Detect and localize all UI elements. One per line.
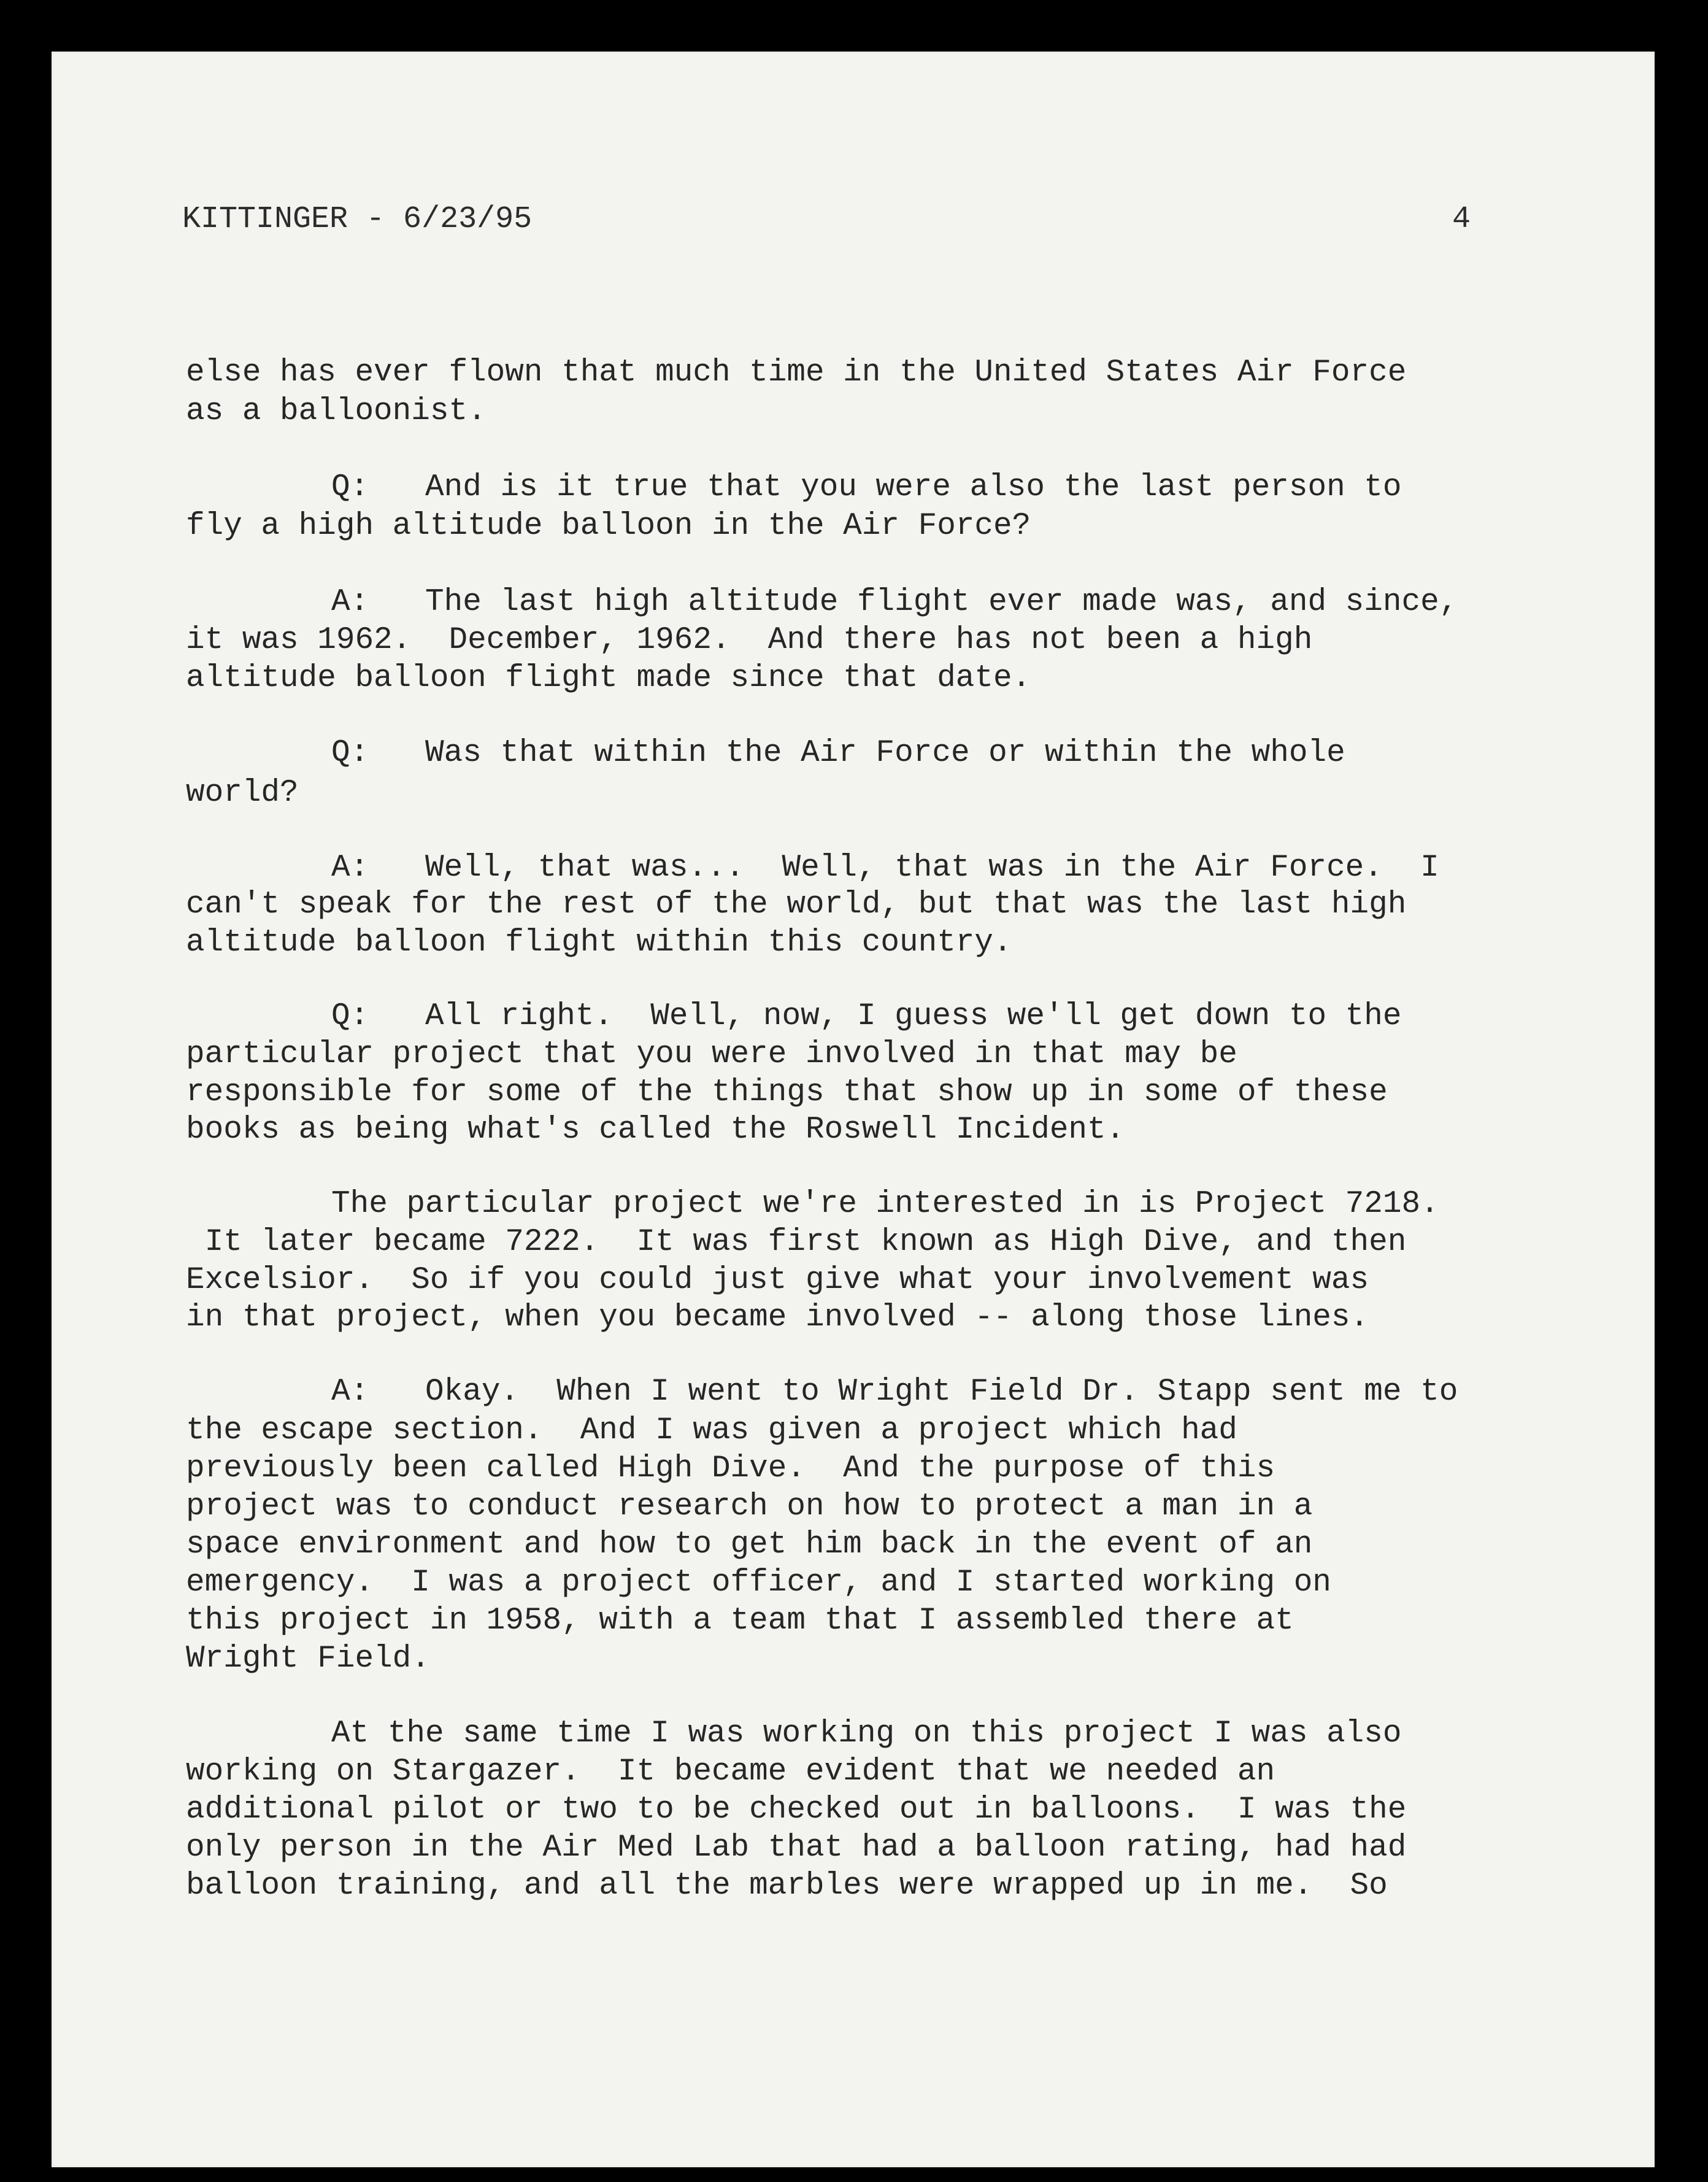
- text-line: it was 1962. December, 1962. And there has not been a high: [186, 623, 1313, 658]
- text-line: emergency. I was a project officer, and I started working on: [186, 1565, 1331, 1600]
- text-line: additional pilot or two to be checked out in balloons. I was the: [186, 1792, 1407, 1827]
- question-line: Q: And is it true that you were also the last person to: [331, 470, 1402, 505]
- answer-line: A: Well, that was... Well, that was in the Air Force. I: [331, 850, 1439, 885]
- text-line: the escape section. And I was given a project which had: [186, 1413, 1237, 1448]
- text-line: project was to conduct research on how to protect a man in a: [186, 1489, 1313, 1524]
- question-line: The particular project we're interested in is Project 7218.: [331, 1187, 1439, 1222]
- text-line: altitude balloon flight made since that date.: [186, 661, 1031, 696]
- text-line: in that project, when you became involved -- along those lines.: [186, 1300, 1369, 1335]
- text-line: can't speak for the rest of the world, but that was the last high: [186, 887, 1407, 922]
- text-line: space environment and how to get him back in the event of an: [186, 1527, 1313, 1562]
- answer-line: At the same time I was working on this project I was also: [331, 1716, 1402, 1751]
- text-line: only person in the Air Med Lab that had a balloon rating, had had: [186, 1830, 1407, 1865]
- text-line: responsible for some of the things that show up in some of these: [186, 1075, 1388, 1110]
- text-line: working on Stargazer. It became evident that we needed an: [186, 1754, 1275, 1789]
- text-line: as a balloonist.: [186, 394, 487, 429]
- text-line: fly a high altitude balloon in the Air Force?: [186, 509, 1031, 544]
- text-line: balloon training, and all the marbles were wrapped up in me. So: [186, 1868, 1388, 1903]
- text-line: Wright Field.: [186, 1641, 430, 1676]
- page-number: 4: [1452, 202, 1471, 237]
- text-line: this project in 1958, with a team that I assembled there at: [186, 1603, 1294, 1638]
- question-line: Q: Was that within the Air Force or within the whole: [331, 736, 1345, 771]
- answer-line: A: Okay. When I went to Wright Field Dr. Stapp sent me to: [331, 1374, 1458, 1409]
- text-line: Excelsior. So if you could just give what your involvement was: [186, 1263, 1369, 1298]
- answer-line: A: The last high altitude flight ever made was, and since,: [331, 585, 1458, 620]
- text-line: else has ever flown that much time in the United States Air Force: [186, 355, 1407, 390]
- text-line: previously been called High Dive. And the purpose of this: [186, 1451, 1275, 1486]
- text-line: world?: [186, 776, 299, 811]
- text-line: books as being what's called the Roswell Incident.: [186, 1112, 1125, 1147]
- header-title: KITTINGER - 6/23/95: [182, 202, 533, 237]
- question-line: Q: All right. Well, now, I guess we'll get down to the: [331, 999, 1402, 1034]
- text-line: particular project that you were involved in that may be: [186, 1037, 1237, 1072]
- text-line: altitude balloon flight within this country.: [186, 925, 1012, 960]
- text-line: It later became 7222. It was first known as High Dive, and then: [186, 1225, 1407, 1260]
